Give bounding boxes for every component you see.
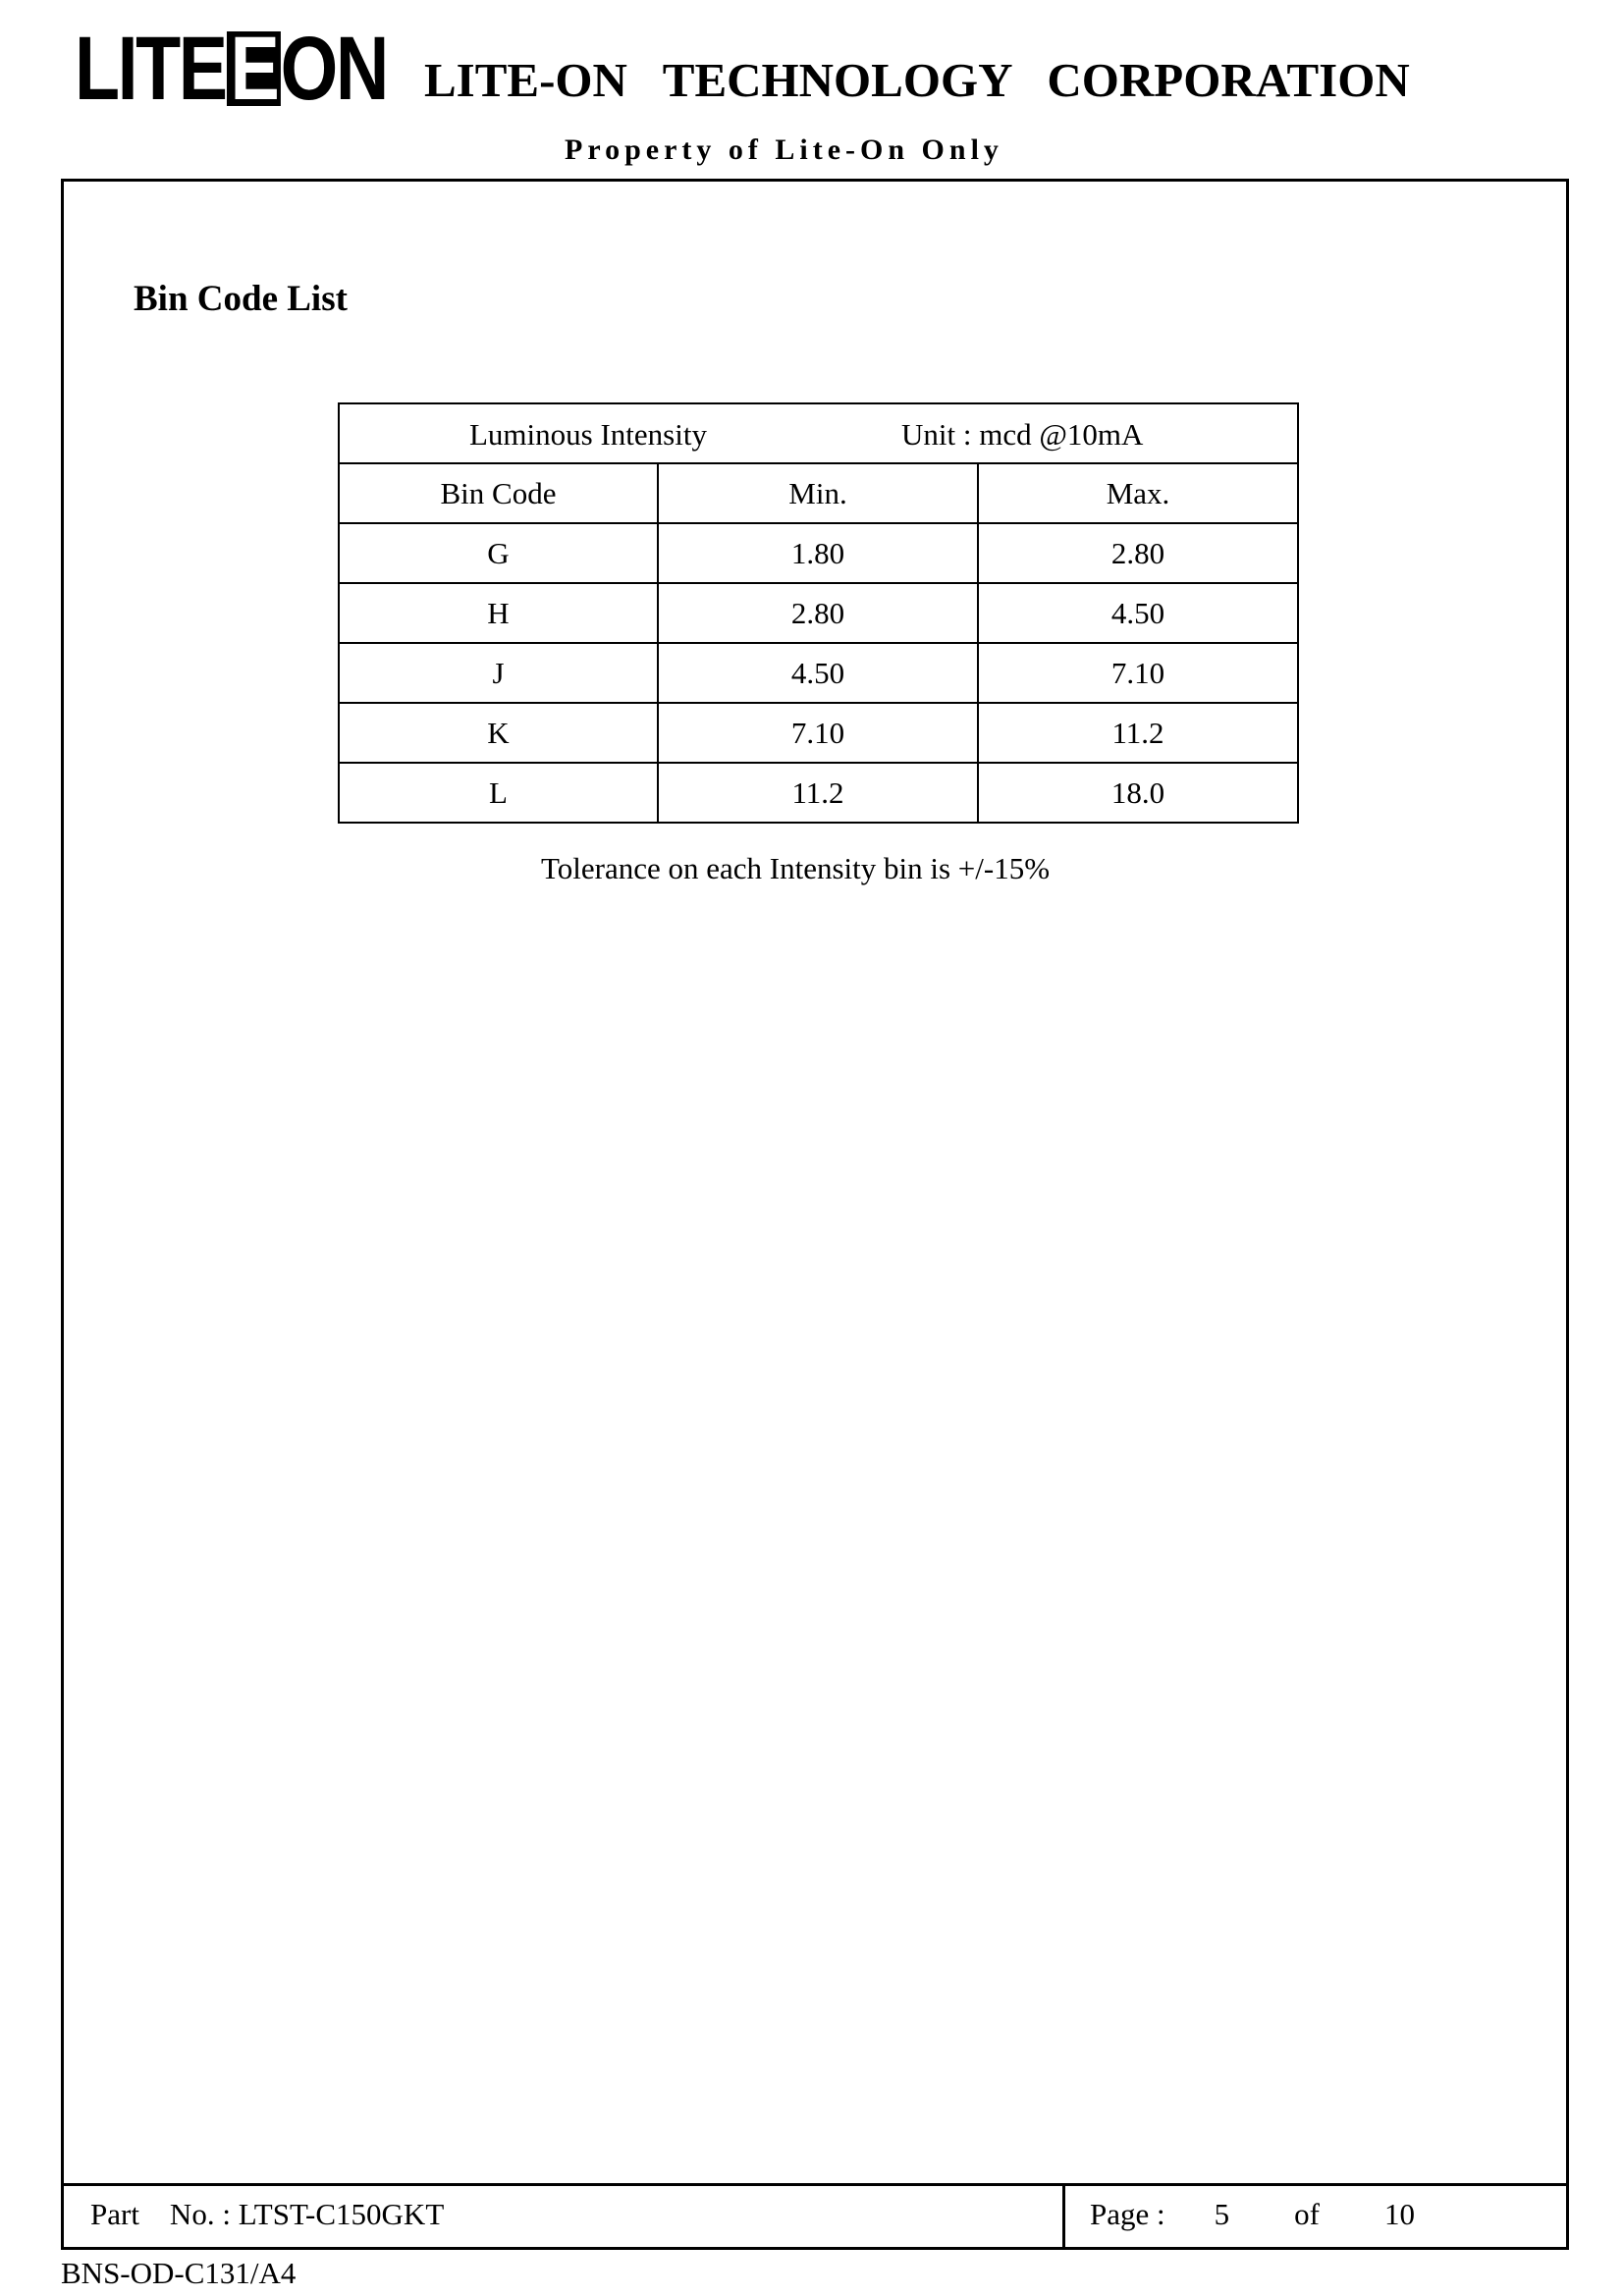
table-row [339,523,1298,583]
bin-code-cell: K [339,703,658,763]
column-header-bin-code: Bin Code [339,463,658,523]
max-cell: 11.2 [978,703,1298,763]
min-cell: 7.10 [658,703,978,763]
part-number-label: Part No. : [90,2197,239,2231]
max-cell: 4.50 [978,583,1298,643]
table-title-cell [339,403,1298,463]
liteon-logo: LITEEON [75,19,387,119]
table-title-row [339,403,1298,463]
document-code: BNS-OD-C131/A4 [61,2256,297,2290]
column-header-min: Min. [658,463,978,523]
page-indicator [1090,2197,1415,2232]
table-row [339,643,1298,703]
page-current: 5 [1214,2197,1230,2231]
table-header-row [339,463,1298,523]
bin-code-table [338,402,1299,824]
min-cell: 1.80 [658,523,978,583]
bin-code-cell: L [339,763,658,823]
tolerance-note: Tolerance on each Intensity bin is +/-15% [541,851,1051,885]
table-row [339,763,1298,823]
min-cell: 4.50 [658,643,978,703]
page-of: of [1294,2197,1320,2231]
company-name: LITE-ON TECHNOLOGY CORPORATION [424,53,1410,107]
min-cell: 11.2 [658,763,978,823]
logo-boxed-letter: E [227,31,280,106]
table-title: Luminous Intensity [469,417,707,452]
property-notice: Property of Lite-On Only [565,133,1003,166]
table-row [339,703,1298,763]
column-header-max: Max. [978,463,1298,523]
part-number-field [90,2197,444,2232]
table-row [339,583,1298,643]
max-cell: 7.10 [978,643,1298,703]
page-total: 10 [1383,2197,1415,2231]
min-cell: 2.80 [658,583,978,643]
footer-divider-vertical [1062,2183,1065,2250]
bin-code-cell: J [339,643,658,703]
part-number-value: LTST-C150GKT [238,2197,445,2231]
section-title: Bin Code List [134,279,348,319]
bin-code-cell: G [339,523,658,583]
bin-code-cell: H [339,583,658,643]
table-unit: Unit : mcd @10mA [901,417,1144,452]
footer-divider-horizontal [61,2183,1569,2186]
page-label: Page : [1090,2197,1165,2231]
max-cell: 18.0 [978,763,1298,823]
max-cell: 2.80 [978,523,1298,583]
